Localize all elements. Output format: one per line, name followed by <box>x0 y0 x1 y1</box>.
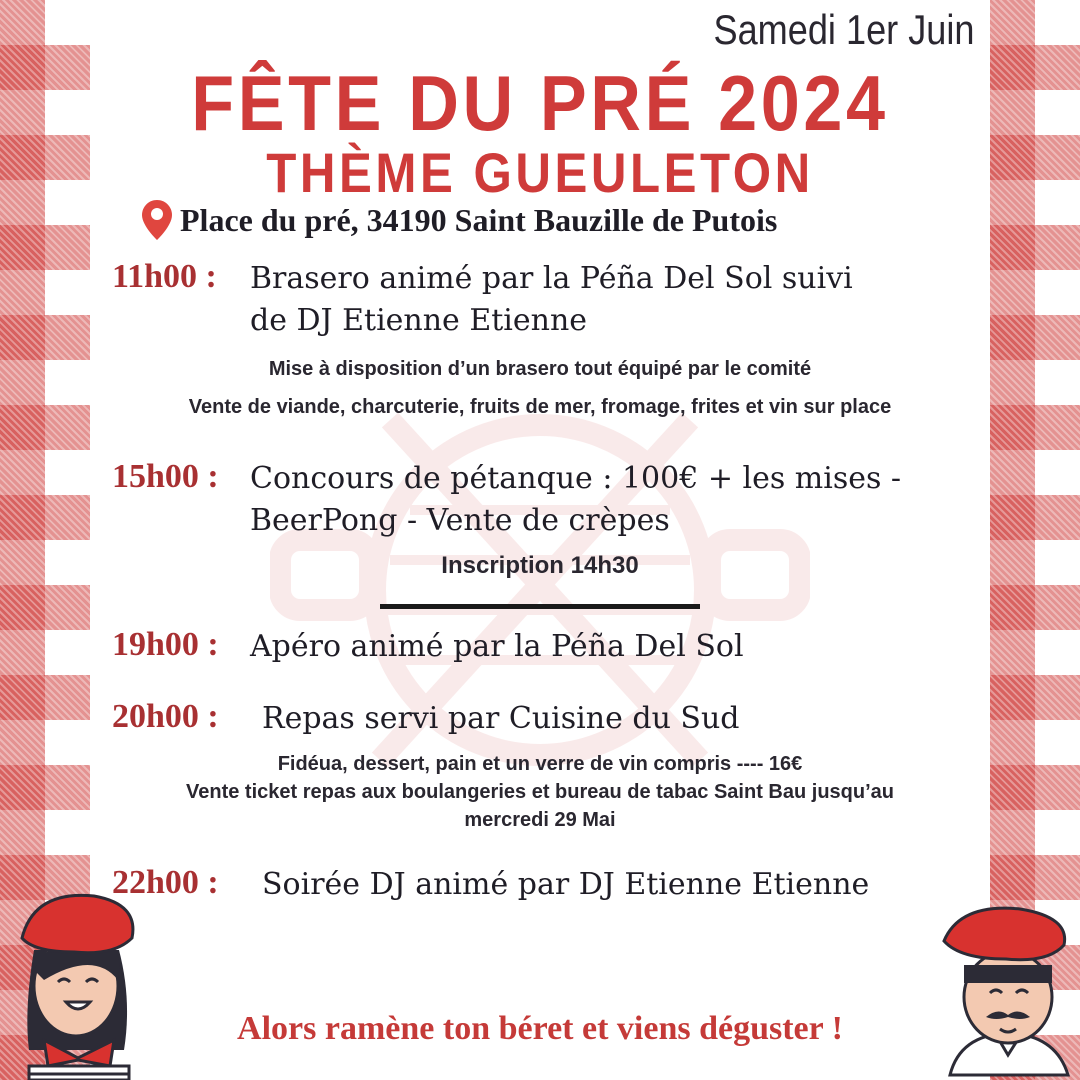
schedule-desc-11h00-line1: Brasero animé par la Péña Del Sol suivi <box>250 261 853 296</box>
man-beret-illustration <box>940 905 1075 1080</box>
schedule-note-11h00-2: Vente de viande, charcuterie, fruits de mer, fromage, frites et vin sur place <box>188 396 892 418</box>
schedule-time-22h00: 22h00 : <box>112 864 219 901</box>
page-title: FÊTE DU PRÉ 2024 <box>191 59 889 147</box>
schedule-desc-11h00-line2: de DJ Etienne Etienne <box>250 303 588 338</box>
footer-tagline: Alors ramène ton béret et viens déguster ! <box>237 1010 843 1047</box>
schedule-desc-22h00: Soirée DJ animé par DJ Etienne Etienne <box>262 867 870 902</box>
schedule-time-15h00: 15h00 : <box>112 458 219 495</box>
girl-beret-illustration <box>14 890 144 1080</box>
schedule-note-20h00-1: Fidéua, dessert, pain et un verre de vin compris ---- 16€ <box>277 753 803 775</box>
schedule-desc-15h00-line2: BeerPong - Vente de crèpes <box>250 503 670 538</box>
schedule-note-20h00-2: Vente ticket repas aux boulangeries et bureau de tabac Saint Bau jusqu’au <box>186 781 894 803</box>
schedule-time-20h00: 20h00 : <box>112 698 219 735</box>
section-divider <box>380 604 700 609</box>
schedule-desc-15h00-line1: Concours de pétanque : 100€ + les mises - <box>250 461 902 496</box>
schedule-note-11h00-1: Mise à disposition d’un brasero tout équipé par le comité <box>268 358 812 380</box>
location-pin-icon <box>142 200 172 240</box>
poster-panel <box>90 0 990 1080</box>
address-text: Place du pré, 34190 Saint Bauzille de Putois <box>180 201 778 238</box>
event-date: Samedi 1er Juin <box>712 6 974 53</box>
event-theme: THÈME GUEULETON <box>266 141 814 204</box>
schedule-note-15h00: Inscription 14h30 <box>441 552 639 579</box>
event-location <box>142 200 777 240</box>
schedule-desc-20h00: Repas servi par Cuisine du Sud <box>262 701 740 736</box>
schedule-desc-19h00: Apéro animé par la Péña Del Sol <box>250 629 744 664</box>
schedule-note-20h00-3: mercredi 29 Mai <box>464 809 616 831</box>
schedule-time-11h00: 11h00 : <box>112 258 217 295</box>
schedule-time-19h00: 19h00 : <box>112 626 219 663</box>
